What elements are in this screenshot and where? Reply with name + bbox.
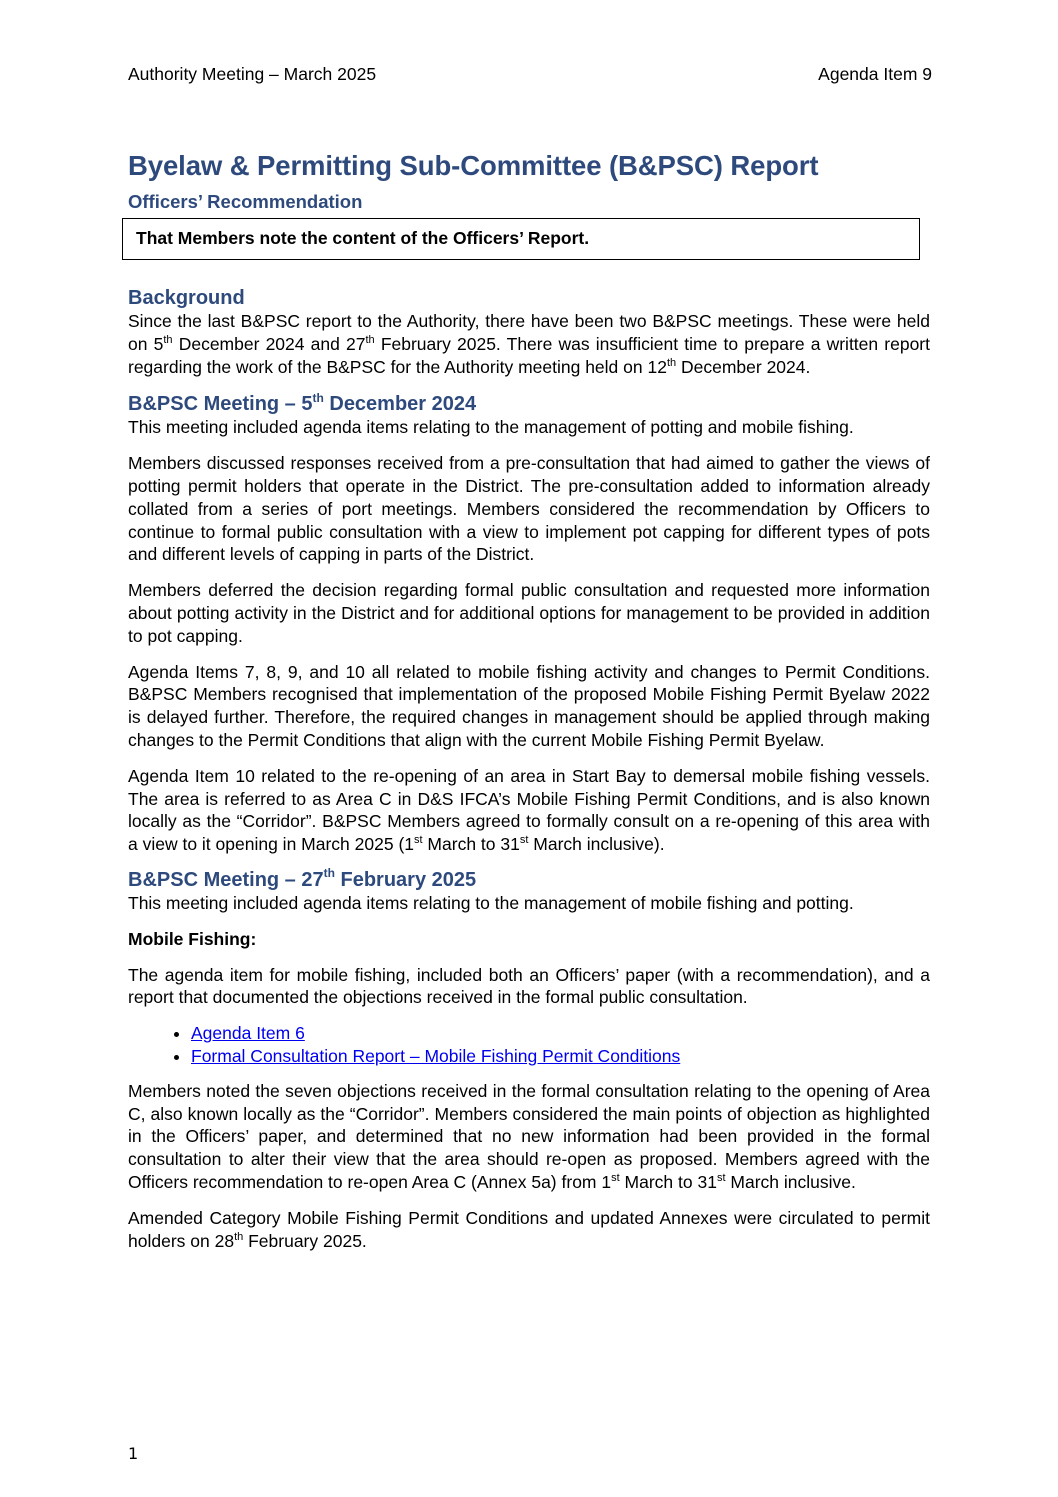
meeting-february-paragraph-3: Members noted the seven objections received in the formal consultation relating to the opening of Area C, also known locally as the “Corridor”. Members considered the main points of objection as highlighted in the Officers’ paper, and determined that no new information had been provided in the formal consultation to alter their view that the area should re-open as proposed. Members agreed with the Officers recommendation to re-open Area C (Annex 5a) from 1st March to 31st March inclusive. xyxy=(128,1080,930,1192)
meeting-december-heading: B&PSC Meeting – 5th December 2024 xyxy=(128,390,477,416)
meeting-december-paragraph-1: This meeting included agenda items relating to the management of potting and mobile fishing. xyxy=(128,417,854,438)
list-item xyxy=(191,1045,930,1068)
consultation-report-link[interactable]: Formal Consultation Report – Mobile Fishing Permit Conditions xyxy=(191,1045,681,1066)
meeting-february-paragraph-2: The agenda item for mobile fishing, included both an Officers’ paper (with a recommendation), and a report that documented the objections received in the formal public consultation. xyxy=(128,964,930,1008)
agenda-item-6-link[interactable]: Agenda Item 6 xyxy=(191,1023,305,1044)
recommendation-text: That Members note the content of the Officers’ Report. xyxy=(136,228,590,248)
report-body xyxy=(128,286,930,1265)
document-title: Byelaw & Permitting Sub-Committee (B&PSC) Report xyxy=(128,150,819,181)
header-meeting-title: Authority Meeting – March 2025 xyxy=(128,64,377,84)
recommendation-box xyxy=(122,218,920,260)
page-number: 1 xyxy=(128,1444,139,1463)
meeting-december-paragraph-3: Members deferred the decision regarding formal public consultation and requested more information about potting activity in the District and for additional options for management to be provided in addition to pot capping. xyxy=(128,580,930,646)
meeting-december-paragraph-5: Agenda Item 10 related to the re-opening of an area in Start Bay to demersal mobile fishing vessels. The area is referred to as Area C in D&S IFCA’s Mobile Fishing Permit Conditions, and is also known locally as the “Corridor”. B&PSC Members agreed to formally consult on a re-opening of this area with a view to it opening in March 2025 (1st March to 31st March inclusive). xyxy=(128,765,930,855)
meeting-december-paragraph-2: Members discussed responses received from a pre-consultation that had aimed to gather the views of potting permit holders that operate in the District. The pre-consultation added to information already collated from a series of port meetings. Members considered the recommendation by Officers to continue to formal public consultation with a view to implement pot capping for different types of pots and different levels of capping in parts of the District. xyxy=(128,453,930,565)
recommendation-heading: Officers’ Recommendation xyxy=(128,191,363,212)
page-header xyxy=(128,64,932,85)
meeting-february-paragraph-4: Amended Category Mobile Fishing Permit Conditions and updated Annexes were circulated to permit holders on 28th February 2025. xyxy=(128,1207,930,1251)
header-agenda-item: Agenda Item 9 xyxy=(818,64,932,84)
meeting-february-heading: B&PSC Meeting – 27th February 2025 xyxy=(128,866,477,891)
mobile-fishing-subheading: Mobile Fishing: xyxy=(128,928,257,949)
list-item xyxy=(191,1022,930,1045)
meeting-february-paragraph-1: This meeting included agenda items relating to the management of mobile fishing and potting. xyxy=(128,892,854,913)
background-paragraph: Since the last B&PSC report to the Authority, there have been two B&PSC meetings. These were held on 5th December 2024 and 27th February 2025. There was insufficient time to prepare a written report regarding the work of the B&PSC for the Authority meeting held on 12th December 2024. xyxy=(128,311,931,377)
meeting-december-paragraph-4: Agenda Items 7, 8, 9, and 10 all related to mobile fishing activity and changes to Permit Conditions. B&PSC Members recognised that implementation of the proposed Mobile Fishing Permit Byelaw 2022 is delayed further. Therefore, the required changes in management should be applied through making changes to the Permit Conditions that align with the current Mobile Fishing Permit Byelaw. xyxy=(128,661,930,750)
document-links-list xyxy=(128,1022,930,1068)
background-heading: Background xyxy=(128,287,245,309)
